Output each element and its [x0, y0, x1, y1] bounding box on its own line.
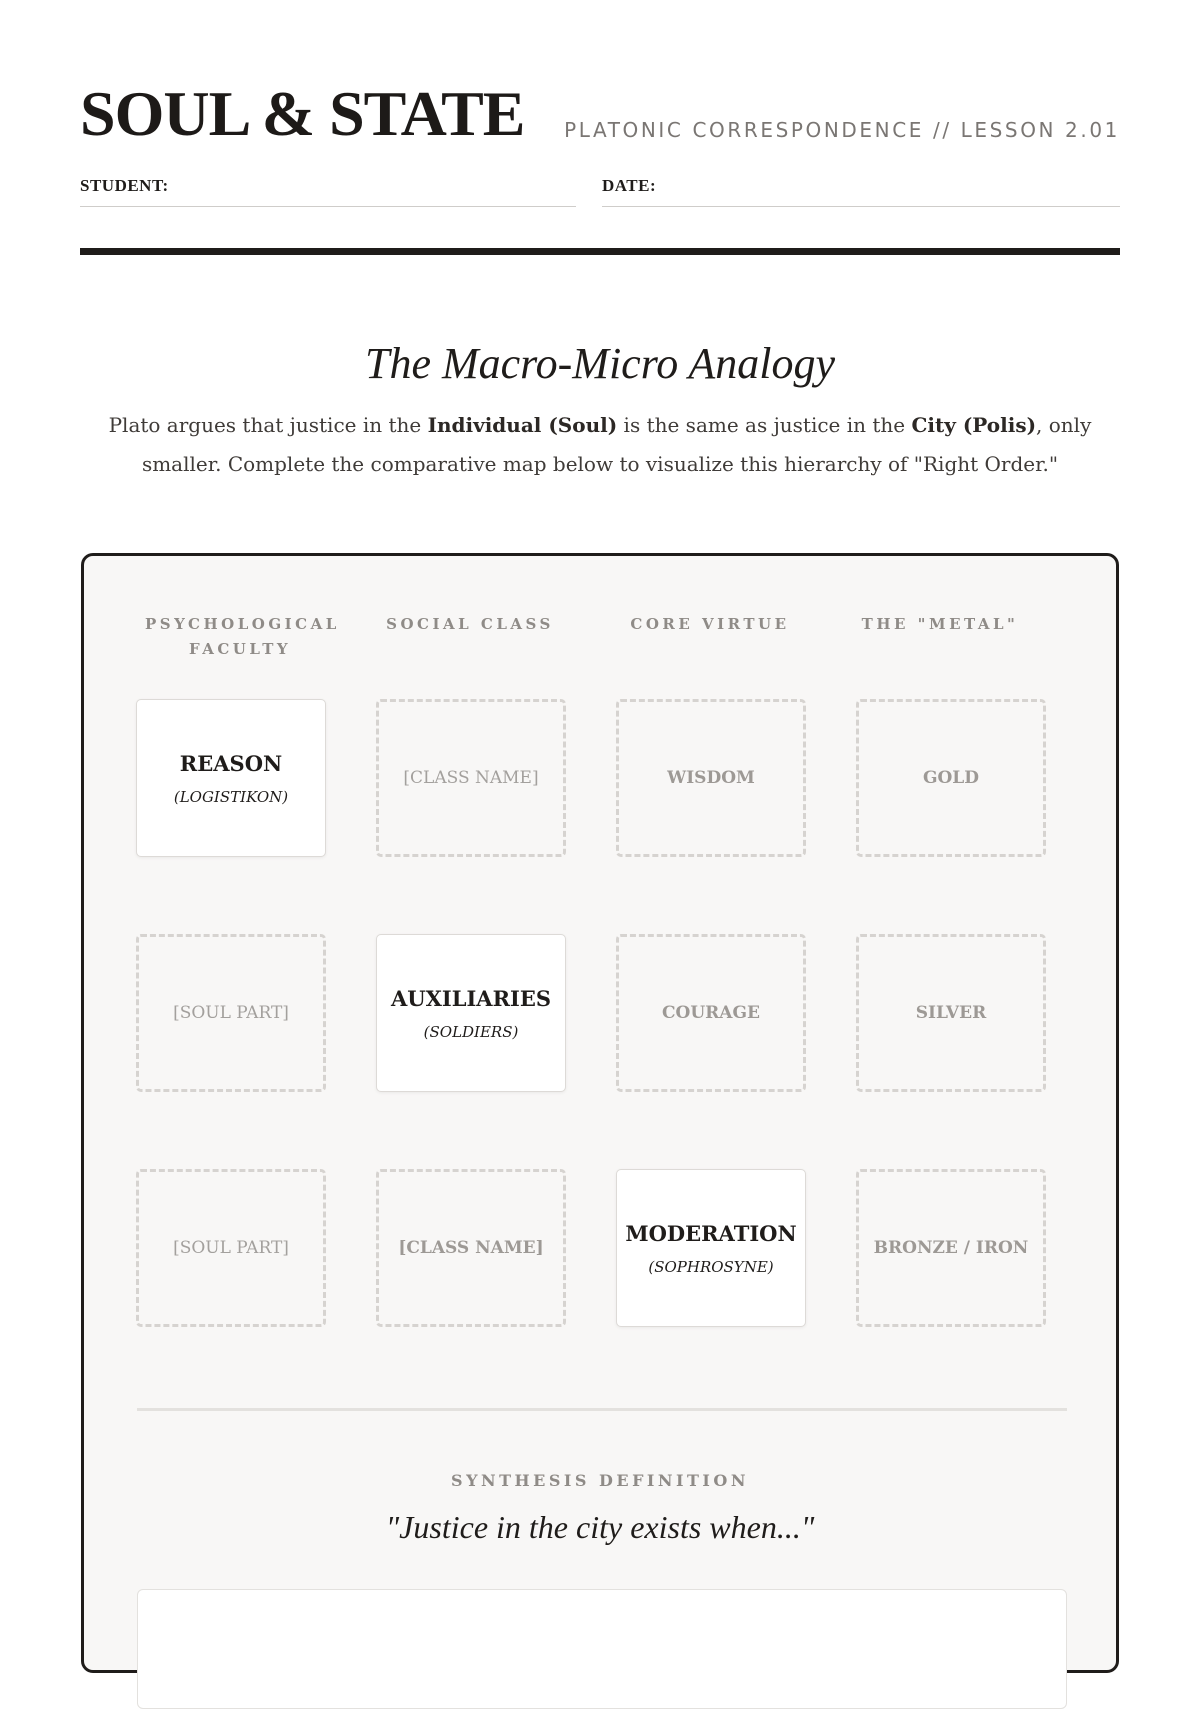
intro-text-3: , only smaller. Complete the comparative map below to visualize this hierarchy of "Right Order.": [141, 413, 1092, 476]
placeholder-class-name-1: [CLASS NAME]: [403, 768, 539, 788]
column-header-metal: THE "METAL": [861, 615, 1019, 633]
intro-bold-soul: Individual (Soul): [427, 413, 618, 437]
column-header-virtue: CORE VIRTUE: [630, 615, 790, 633]
blank-class-name-2[interactable]: [376, 1169, 566, 1327]
column-header-faculty: PSYCHOLOGICAL FACULTY: [145, 615, 340, 658]
header-rule: [80, 248, 1120, 255]
placeholder-gold: GOLD: [922, 768, 980, 788]
intro-text-2: is the same as justice in the: [617, 413, 912, 437]
cell-auxiliaries-title: AUXILIARIES: [390, 985, 552, 1011]
cell-moderation-subtitle: (SOPHROSYNE): [648, 1257, 774, 1276]
cell-reason-subtitle: (LOGISTIKON): [173, 787, 289, 806]
placeholder-bronze-iron: BRONZE / IRON: [873, 1238, 1029, 1258]
blank-courage[interactable]: [616, 934, 806, 1092]
intro-bold-city: City (Polis): [911, 413, 1037, 437]
section-title: The Macro-Micro Analogy: [364, 339, 836, 388]
date-field[interactable]: [602, 176, 1120, 207]
placeholder-class-name-2: [CLASS NAME]: [398, 1238, 544, 1258]
blank-bronze-iron[interactable]: [856, 1169, 1046, 1327]
intro-paragraph: [100, 406, 1100, 484]
cell-auxiliaries-subtitle: (SOLDIERS): [423, 1022, 519, 1041]
worksheet-title: SOUL & STATE: [80, 78, 525, 149]
comparative-map-panel: [81, 553, 1119, 1673]
lesson-subtitle: PLATONIC CORRESPONDENCE // LESSON 2.01: [564, 118, 1120, 142]
blank-wisdom[interactable]: [616, 699, 806, 857]
cell-auxiliaries: [376, 934, 566, 1092]
cell-reason-title: REASON: [179, 750, 283, 776]
placeholder-courage: COURAGE: [662, 1003, 760, 1023]
blank-silver[interactable]: [856, 934, 1046, 1092]
intro-text-1: Plato argues that justice in the: [108, 413, 428, 437]
placeholder-soul-part-2: [SOUL PART]: [173, 1238, 289, 1258]
cell-moderation-title: MODERATION: [625, 1220, 797, 1246]
student-field[interactable]: [80, 176, 576, 207]
blank-class-name-1[interactable]: [376, 699, 566, 857]
cell-reason: [136, 699, 326, 857]
blank-gold[interactable]: [856, 699, 1046, 857]
placeholder-wisdom: WISDOM: [667, 768, 755, 788]
synthesis-label: SYNTHESIS DEFINITION: [451, 1471, 749, 1490]
synthesis-answer-box[interactable]: [137, 1589, 1067, 1709]
placeholder-silver: SILVER: [915, 1003, 987, 1023]
cell-moderation: [616, 1169, 806, 1327]
date-label: DATE:: [602, 176, 657, 195]
placeholder-soul-part-1: [SOUL PART]: [173, 1003, 289, 1023]
student-label: STUDENT:: [80, 176, 169, 195]
blank-soul-part-2[interactable]: [136, 1169, 326, 1327]
synthesis-prompt: "Justice in the city exists when...": [385, 1509, 815, 1545]
blank-soul-part-1[interactable]: [136, 934, 326, 1092]
column-header-class: SOCIAL CLASS: [386, 615, 554, 633]
section-divider: [137, 1408, 1067, 1411]
